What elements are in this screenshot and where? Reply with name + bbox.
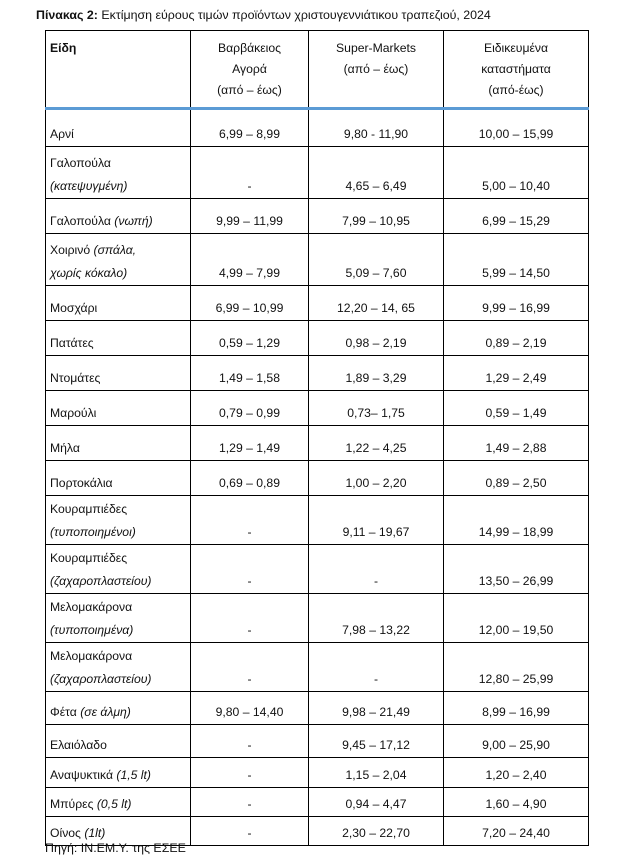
table-row xyxy=(46,199,589,234)
table-row xyxy=(46,391,589,426)
item-qualifier-line2: (κατεψυγμένη) xyxy=(50,179,128,193)
specialized-price-cell: 0,59 – 1,49 xyxy=(444,391,589,426)
table-row xyxy=(46,461,589,496)
header-supermarkets: Super-Markets (από – έως) xyxy=(309,31,444,109)
item-name-cell xyxy=(46,758,191,788)
supermarket-price-cell: 1,00 – 2,20 xyxy=(309,461,444,496)
table-row xyxy=(46,758,589,788)
varvakeios-price-cell: - xyxy=(191,758,309,788)
varvakeios-price-cell: - xyxy=(191,147,309,199)
item-name: Γαλοπούλα xyxy=(50,156,111,170)
varvakeios-price-cell: 1,49 – 1,58 xyxy=(191,356,309,391)
table-row xyxy=(46,426,589,461)
specialized-price-cell: 10,00 – 15,99 xyxy=(444,109,589,147)
item-qualifier-line2: (τυποποιημένα) xyxy=(50,623,134,637)
item-name: Μπύρες xyxy=(50,797,97,811)
specialized-price-cell: 12,80 – 25,99 xyxy=(444,643,589,692)
table-row xyxy=(46,234,589,286)
varvakeios-price-cell: 0,69 – 0,89 xyxy=(191,461,309,496)
varvakeios-price-cell: 9,80 – 14,40 xyxy=(191,692,309,725)
table-row xyxy=(46,496,589,545)
item-name-cell xyxy=(46,496,191,545)
specialized-price-cell: 0,89 – 2,50 xyxy=(444,461,589,496)
item-name-cell xyxy=(46,391,191,426)
item-name: Μήλα xyxy=(50,441,80,455)
varvakeios-price-cell: 0,79 – 0,99 xyxy=(191,391,309,426)
specialized-price-cell: 13,50 – 26,99 xyxy=(444,545,589,594)
table-row xyxy=(46,109,589,147)
header-item: Είδη xyxy=(46,31,191,109)
item-name-cell xyxy=(46,725,191,758)
item-name-cell xyxy=(46,234,191,286)
item-name: Αρνί xyxy=(50,127,74,141)
varvakeios-price-cell: - xyxy=(191,788,309,817)
varvakeios-price-cell: - xyxy=(191,594,309,643)
specialized-price-cell: 8,99 – 16,99 xyxy=(444,692,589,725)
varvakeios-price-cell: 1,29 – 1,49 xyxy=(191,426,309,461)
header-specialized: Ειδικευμένα καταστήματα (από-έως) xyxy=(444,31,589,109)
supermarket-price-cell: 9,98 – 21,49 xyxy=(309,692,444,725)
item-name: Χοιρινό xyxy=(50,243,94,257)
item-qualifier: (σπάλα, xyxy=(93,243,137,257)
specialized-price-cell: 1,20 – 2,40 xyxy=(444,758,589,788)
item-name-cell xyxy=(46,356,191,391)
supermarket-price-cell: 0,98 – 2,19 xyxy=(309,321,444,356)
table-row xyxy=(46,725,589,758)
varvakeios-price-cell: - xyxy=(191,725,309,758)
item-name-cell xyxy=(46,643,191,692)
item-name-cell xyxy=(46,692,191,725)
item-name: Οίνος xyxy=(50,826,85,840)
supermarket-price-cell: 1,89 – 3,29 xyxy=(309,356,444,391)
supermarket-price-cell: 4,65 – 6,49 xyxy=(309,147,444,199)
item-name: Μελομακάρονα xyxy=(50,600,133,614)
supermarket-price-cell: 9,80 - 11,90 xyxy=(309,109,444,147)
specialized-price-cell: 6,99 – 15,29 xyxy=(444,199,589,234)
item-name: Αναψυκτικά xyxy=(50,768,117,782)
item-qualifier: (σε άλμη) xyxy=(80,705,131,719)
item-qualifier: (1lt) xyxy=(84,826,106,840)
specialized-price-cell: 7,20 – 24,40 xyxy=(444,817,589,846)
table-row xyxy=(46,147,589,199)
supermarket-price-cell: 1,22 – 4,25 xyxy=(309,426,444,461)
table-caption xyxy=(36,8,491,22)
item-qualifier-line2: (ζαχαροπλαστείου) xyxy=(50,672,152,686)
caption-text: Εκτίμηση εύρους τιμών προϊόντων χριστουγεννιάτικου τραπεζιού, 2024 xyxy=(97,8,491,22)
item-name: Γαλοπούλα xyxy=(50,214,115,228)
item-name: Πατάτες xyxy=(50,336,94,350)
item-qualifier: (1,5 lt) xyxy=(116,768,151,782)
supermarket-price-cell: 12,20 – 14, 65 xyxy=(309,286,444,321)
item-qualifier: (0,5 lt) xyxy=(96,797,132,811)
item-name-cell xyxy=(46,594,191,643)
table-row xyxy=(46,286,589,321)
table-row xyxy=(46,321,589,356)
item-name: Μοσχάρι xyxy=(50,301,98,315)
item-qualifier-line2: (τυποποιημένοι) xyxy=(50,525,136,539)
specialized-price-cell: 0,89 – 2,19 xyxy=(444,321,589,356)
supermarket-price-cell: 1,15 – 2,04 xyxy=(309,758,444,788)
item-name-cell xyxy=(46,109,191,147)
table-row xyxy=(46,545,589,594)
item-qualifier: (νωπή) xyxy=(114,214,153,228)
specialized-price-cell: 12,00 – 19,50 xyxy=(444,594,589,643)
item-name-cell xyxy=(46,461,191,496)
specialized-price-cell: 9,00 – 25,90 xyxy=(444,725,589,758)
caption-label: Πίνακας 2: xyxy=(36,8,98,22)
supermarket-price-cell: 9,11 – 19,67 xyxy=(309,496,444,545)
specialized-price-cell: 5,99 – 14,50 xyxy=(444,234,589,286)
item-name: Ντομάτες xyxy=(50,371,101,385)
table-row xyxy=(46,356,589,391)
specialized-price-cell: 14,99 – 18,99 xyxy=(444,496,589,545)
item-name: Κουραμπιέδες xyxy=(50,502,128,516)
supermarket-price-cell: 7,98 – 13,22 xyxy=(309,594,444,643)
item-qualifier-line2: (ζαχαροπλαστείου) xyxy=(50,574,152,588)
specialized-price-cell: 1,49 – 2,88 xyxy=(444,426,589,461)
supermarket-price-cell: 2,30 – 22,70 xyxy=(309,817,444,846)
varvakeios-price-cell: - xyxy=(191,496,309,545)
table-row xyxy=(46,643,589,692)
varvakeios-price-cell: - xyxy=(191,643,309,692)
item-name-cell xyxy=(46,286,191,321)
specialized-price-cell: 9,99 – 16,99 xyxy=(444,286,589,321)
price-range-table xyxy=(45,30,589,846)
specialized-price-cell: 1,29 – 2,49 xyxy=(444,356,589,391)
supermarket-price-cell: 0,73– 1,75 xyxy=(309,391,444,426)
table-header-row xyxy=(46,31,589,109)
varvakeios-price-cell: - xyxy=(191,817,309,846)
supermarket-price-cell: 7,99 – 10,95 xyxy=(309,199,444,234)
supermarket-price-cell: - xyxy=(309,643,444,692)
varvakeios-price-cell: - xyxy=(191,545,309,594)
table-row xyxy=(46,692,589,725)
supermarket-price-cell: 5,09 – 7,60 xyxy=(309,234,444,286)
varvakeios-price-cell: 0,59 – 1,29 xyxy=(191,321,309,356)
header-varvakeios: Βαρβάκειος Αγορά (από – έως) xyxy=(191,31,309,109)
item-name: Ελαιόλαδο xyxy=(50,738,107,752)
specialized-price-cell: 5,00 – 10,40 xyxy=(444,147,589,199)
supermarket-price-cell: 0,94 – 4,47 xyxy=(309,788,444,817)
item-name: Κουραμπιέδες xyxy=(50,551,128,565)
source-note: Πηγή: ΙΝ.ΕΜ.Υ. της ΕΣΕΕ xyxy=(45,841,186,855)
item-name: Πορτοκάλια xyxy=(50,476,113,490)
item-name-cell xyxy=(46,788,191,817)
varvakeios-price-cell: 9,99 – 11,99 xyxy=(191,199,309,234)
item-qualifier-line2: χωρίς κόκαλο) xyxy=(50,266,128,280)
item-name-cell xyxy=(46,147,191,199)
item-name: Μαρούλι xyxy=(50,406,97,420)
table-row xyxy=(46,594,589,643)
table-body xyxy=(46,109,589,846)
specialized-price-cell: 1,60 – 4,90 xyxy=(444,788,589,817)
item-name-cell xyxy=(46,321,191,356)
item-name-cell xyxy=(46,199,191,234)
item-name: Φέτα xyxy=(50,705,81,719)
varvakeios-price-cell: 6,99 – 8,99 xyxy=(191,109,309,147)
table-row xyxy=(46,788,589,817)
supermarket-price-cell: - xyxy=(309,545,444,594)
item-name-cell xyxy=(46,545,191,594)
varvakeios-price-cell: 4,99 – 7,99 xyxy=(191,234,309,286)
item-name-cell xyxy=(46,426,191,461)
item-name: Μελομακάρονα xyxy=(50,649,133,663)
varvakeios-price-cell: 6,99 – 10,99 xyxy=(191,286,309,321)
supermarket-price-cell: 9,45 – 17,12 xyxy=(309,725,444,758)
